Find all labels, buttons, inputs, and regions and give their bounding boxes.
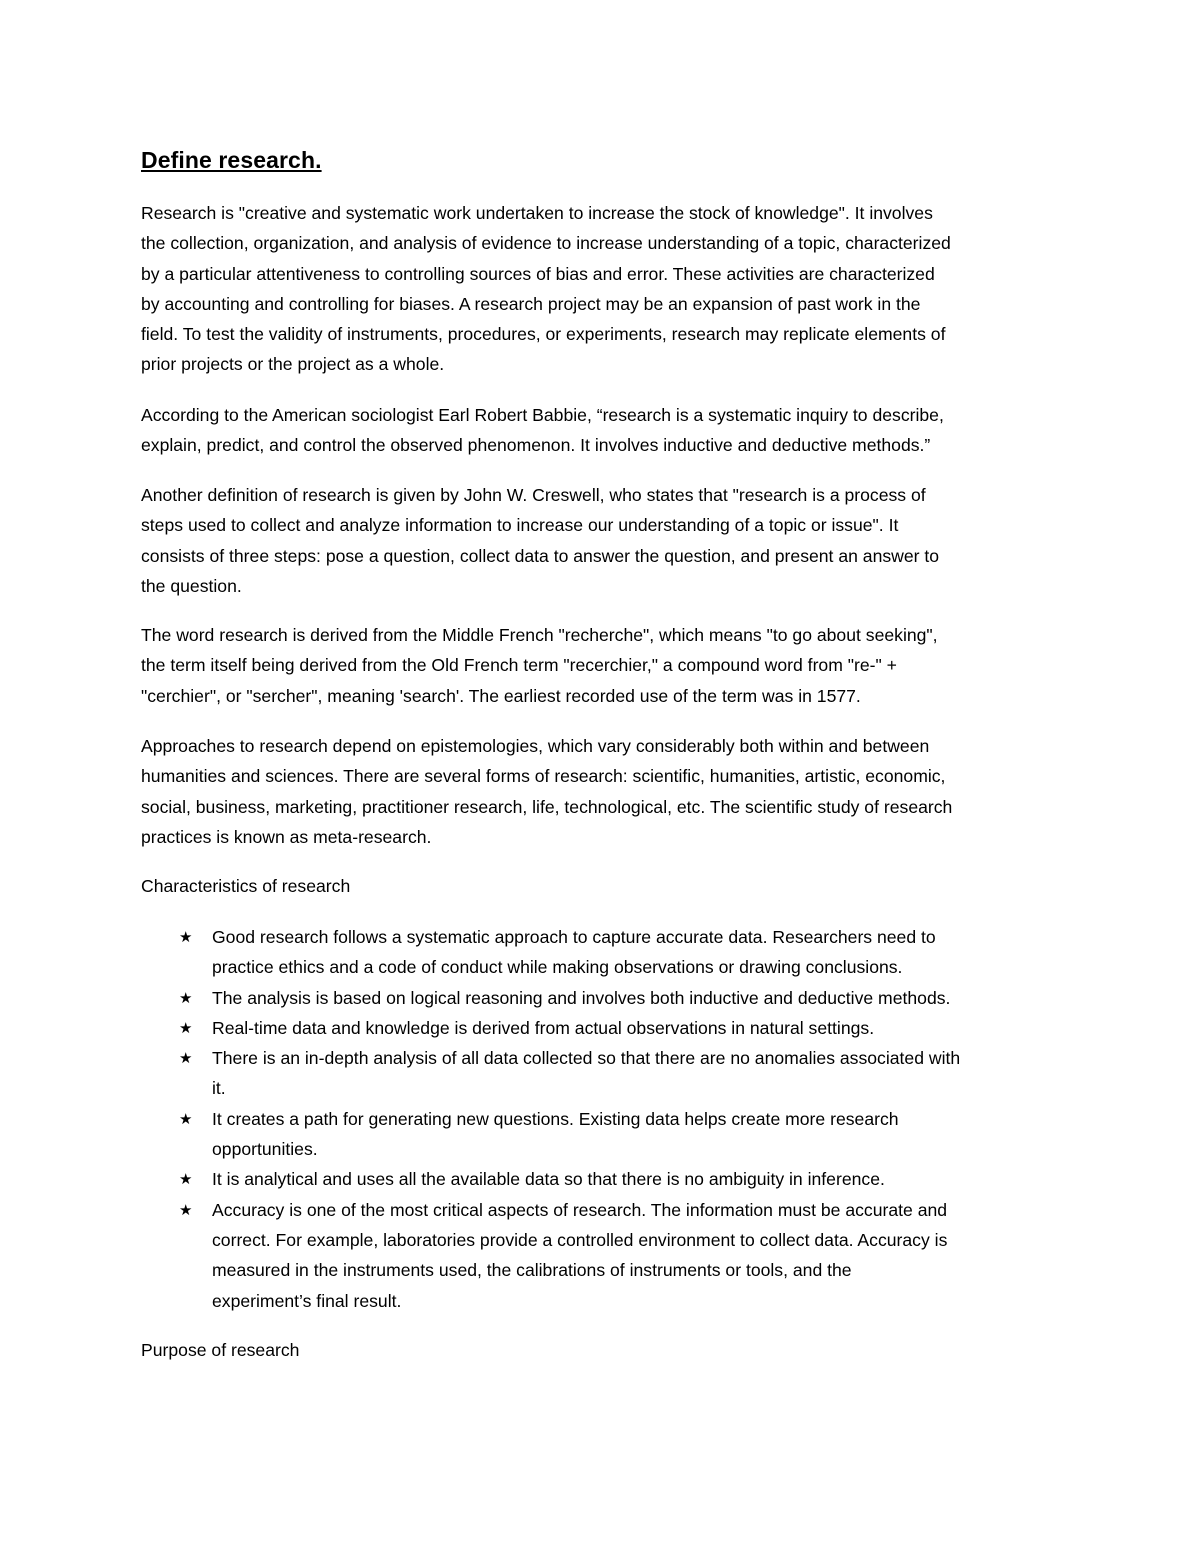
- text-line: The analysis is based on logical reasoning and involves both inductive and deductive methods.: [212, 987, 951, 1008]
- text-line: the collection, organization, and analysis of evidence to increase understanding of a topic, characterized: [141, 233, 951, 254]
- star-bullet-icon: ★: [179, 928, 193, 946]
- text-line: Good research follows a systematic approach to capture accurate data. Researchers need to: [212, 927, 936, 947]
- star-bullet-icon: ★: [179, 1018, 193, 1037]
- text-line: consists of three steps: pose a question, collect data to answer the question, and present an answer to: [141, 545, 940, 566]
- text-line: It is analytical and uses all the available data so that there is no ambiguity in inference.: [212, 1169, 885, 1190]
- list-item: [141, 922, 960, 983]
- text-line: prior projects or the project as a whole.: [141, 354, 445, 375]
- star-bullet-icon: ★: [179, 1049, 193, 1068]
- star-bullet-icon: ★: [179, 1109, 193, 1128]
- list-item: [141, 1013, 960, 1043]
- text-line: practices is known as meta-research.: [141, 826, 432, 847]
- text-line: According to the American sociologist Earl Robert Babbie, “research is a systematic inquiry to describe,: [141, 405, 944, 425]
- text-line: steps used to collect and analyze information to increase our understanding of a topic or issue". It: [141, 515, 899, 536]
- text-line: the term itself being derived from the Old French term "recerchier," a compound word from "re-" +: [141, 655, 897, 676]
- text-line: "cerchier", or "sercher", meaning 'search'. The earliest recorded use of the term was in 1577.: [141, 685, 861, 706]
- text-line: measured in the instruments used, the calibrations of instruments or tools, and the: [212, 1260, 852, 1281]
- text-line: Purpose of research: [141, 1340, 300, 1360]
- star-bullet-icon: ★: [179, 1170, 193, 1189]
- list-item: [141, 1195, 960, 1316]
- text-line: humanities and sciences. There are several forms of research: scientific, humanities, artistic, economic,: [141, 766, 946, 787]
- text-line: the question.: [141, 575, 242, 596]
- paragraph-etymology: [141, 620, 938, 711]
- star-bullet-icon: ★: [179, 988, 193, 1007]
- text-line: by a particular attentiveness to controlling sources of bias and error. These activities are characterized: [141, 263, 935, 284]
- text-line: opportunities.: [212, 1139, 318, 1160]
- text-line: explain, predict, and control the observed phenomenon. It involves inductive and deductive methods.”: [141, 435, 931, 456]
- text-line: Research is "creative and systematic work undertaken to increase the stock of knowledge". It involves: [141, 203, 933, 223]
- text-line: by accounting and controlling for biases. A research project may be an expansion of past work in the: [141, 293, 921, 314]
- text-line: Approaches to research depend on epistemologies, which vary considerably both within and between: [141, 736, 930, 756]
- text-line: correct. For example, laboratories provide a controlled environment to collect data. Accuracy is: [212, 1229, 948, 1250]
- text-line: it.: [212, 1078, 226, 1099]
- paragraph-approaches: [141, 731, 952, 852]
- list-item: [141, 1043, 960, 1104]
- paragraph-definition: [141, 198, 951, 380]
- text-line: Real-time data and knowledge is derived from actual observations in natural settings.: [212, 1017, 875, 1038]
- paragraph-babbie: [141, 400, 944, 461]
- text-line: practice ethics and a code of conduct while making observations or drawing conclusions.: [212, 957, 903, 978]
- characteristics-list: [141, 922, 960, 1316]
- document-title: Define research.: [141, 147, 322, 173]
- text-line: Another definition of research is given by John W. Creswell, who states that "research is a process of: [141, 485, 926, 505]
- star-bullet-icon: ★: [179, 1200, 193, 1219]
- list-item: [141, 983, 960, 1013]
- list-item: [141, 1104, 960, 1165]
- text-line: It creates a path for generating new questions. Existing data helps create more research: [212, 1108, 899, 1129]
- text-line: social, business, marketing, practitioner research, life, technological, etc. The scientific study of research: [141, 796, 953, 817]
- text-line: There is an in-depth analysis of all data collected so that there are no anomalies associated with: [212, 1048, 961, 1069]
- paragraph-creswell: [141, 480, 939, 601]
- characteristics-heading: [141, 871, 350, 901]
- purpose-heading: [141, 1335, 299, 1365]
- text-line: field. To test the validity of instruments, procedures, or experiments, research may replicate elements of: [141, 324, 946, 345]
- list-item: [141, 1164, 960, 1194]
- text-line: experiment’s final result.: [212, 1290, 402, 1311]
- text-line: Accuracy is one of the most critical aspects of research. The information must be accurate and: [212, 1199, 948, 1220]
- text-line: The word research is derived from the Middle French "recherche", which means "to go about seeking",: [141, 625, 938, 645]
- text-line: Characteristics of research: [141, 876, 351, 896]
- document-page: [141, 0, 1061, 1553]
